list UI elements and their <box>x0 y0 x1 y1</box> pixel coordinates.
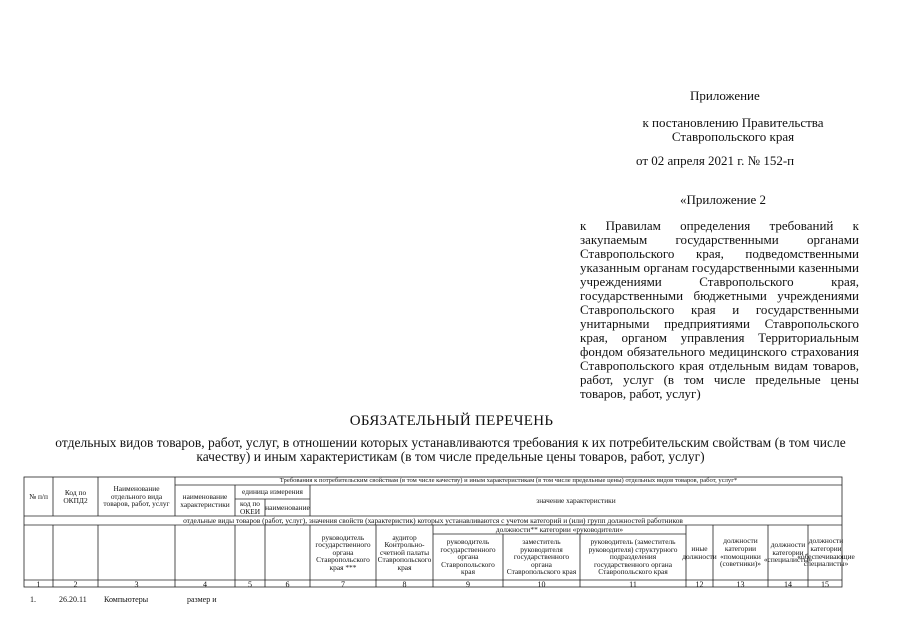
row-1-number: 1. <box>30 595 36 604</box>
th-col-14: должности категории «специалисты» <box>763 540 813 565</box>
th-number: № п/п <box>29 491 48 501</box>
th-characteristic-name: наименование характеристики <box>180 491 230 509</box>
th-col-8: аудитор Контрольно-счетной палаты Ставропольского края <box>377 532 432 572</box>
col-number-12: 12 <box>695 580 704 589</box>
col-number-4: 4 <box>203 580 207 589</box>
row-1-characteristic: размер и <box>187 595 217 604</box>
appendix-2-label: «Приложение 2 <box>680 192 767 207</box>
th-requirements: Требования к потребительским свойствам (в том числе качеству) и иным характеристикам (в том числе предельные цены) отдельных видов товаров, работ, услуг* <box>279 477 738 485</box>
th-managers-category: должности** категории «руководители» <box>495 524 624 534</box>
appendix-label: Приложение <box>690 88 760 103</box>
col-number-10: 10 <box>537 580 546 589</box>
resolution-date: от 02 апреля 2021 г. № 152-п <box>636 153 795 168</box>
th-okei-code: код по ОКЕИ <box>239 498 261 516</box>
th-col-13: должности категории «помощники (советники)» <box>719 536 761 569</box>
col-number-3: 3 <box>134 580 139 589</box>
col-number-5: 5 <box>248 580 252 589</box>
th-col-7: руководитель государственного органа Ставропольского края *** <box>315 532 371 572</box>
document-title: ОБЯЗАТЕЛЬНЫЙ ПЕРЕЧЕНЬ <box>349 413 554 429</box>
th-col-9: руководитель государственного органа Ставропольского края <box>440 537 496 577</box>
col-number-14: 14 <box>784 580 792 589</box>
col-number-13: 13 <box>736 580 745 589</box>
th-col-12: иные должности <box>682 543 717 561</box>
col-number-6: 6 <box>285 580 290 589</box>
col-number-1: 1 <box>36 580 41 589</box>
th-characteristic-value: значение характеристики <box>536 495 616 505</box>
row-1-name: Компьютеры <box>104 595 149 604</box>
th-col-11: руководитель (заместитель руководителя) структурного подразделения государственного органа Ставропольского края <box>588 537 678 577</box>
col-number-7: 7 <box>341 580 345 589</box>
col-number-8: 8 <box>402 580 407 589</box>
rules-reference: к Правилам определения требований к закупаемым государственными органами Ставропольского края, подведомственными указанным органам государственными казенными учреждениями Ставропольского края, государственными бюджетными учреждениями Ставропольского края и государственными унитарными предприятиями Ставропольского края, органом управления Территориальным фондом обязательного медицинского страхования Ставропольского края отдельным видам товаров, работ, услуг (в том числе предельные цены товаров, работ, услуг) <box>580 218 859 401</box>
col-number-2: 2 <box>73 580 78 589</box>
document-subtitle: отдельных видов товаров, работ, услуг, в отношении которых устанавливаются требования к их потребительским свойствам (в том числе качеству) и иным характеристикам (в том числе предельные цены товаров, работ, услуг) <box>55 435 846 464</box>
col-number-11: 11 <box>629 580 637 589</box>
section-row: отдельные виды товаров (работ, услуг), значения свойств (характеристик) которых устанавливаются с учетом категорий и (или) групп должностей работников <box>183 515 683 525</box>
resolution-line-2: Ставропольского края <box>671 129 795 144</box>
resolution-line-1: к постановлению Правительства <box>642 115 824 130</box>
row-1-code: 26.20.11 <box>59 595 87 604</box>
th-okpd-code: Код по ОКПД2 <box>63 487 88 505</box>
th-unit-name: наименование <box>265 502 310 512</box>
th-col-15: должности категории «обеспечивающие специалисты» <box>797 536 855 569</box>
th-col-10: заместитель руководителя государственного органа Ставропольского края <box>506 537 577 577</box>
col-number-15: 15 <box>821 580 829 589</box>
th-unit: единица измерения <box>242 487 303 497</box>
col-number-9: 9 <box>466 580 470 589</box>
th-product-name: Наименование отдельного вида товаров, работ, услуг <box>103 484 170 509</box>
